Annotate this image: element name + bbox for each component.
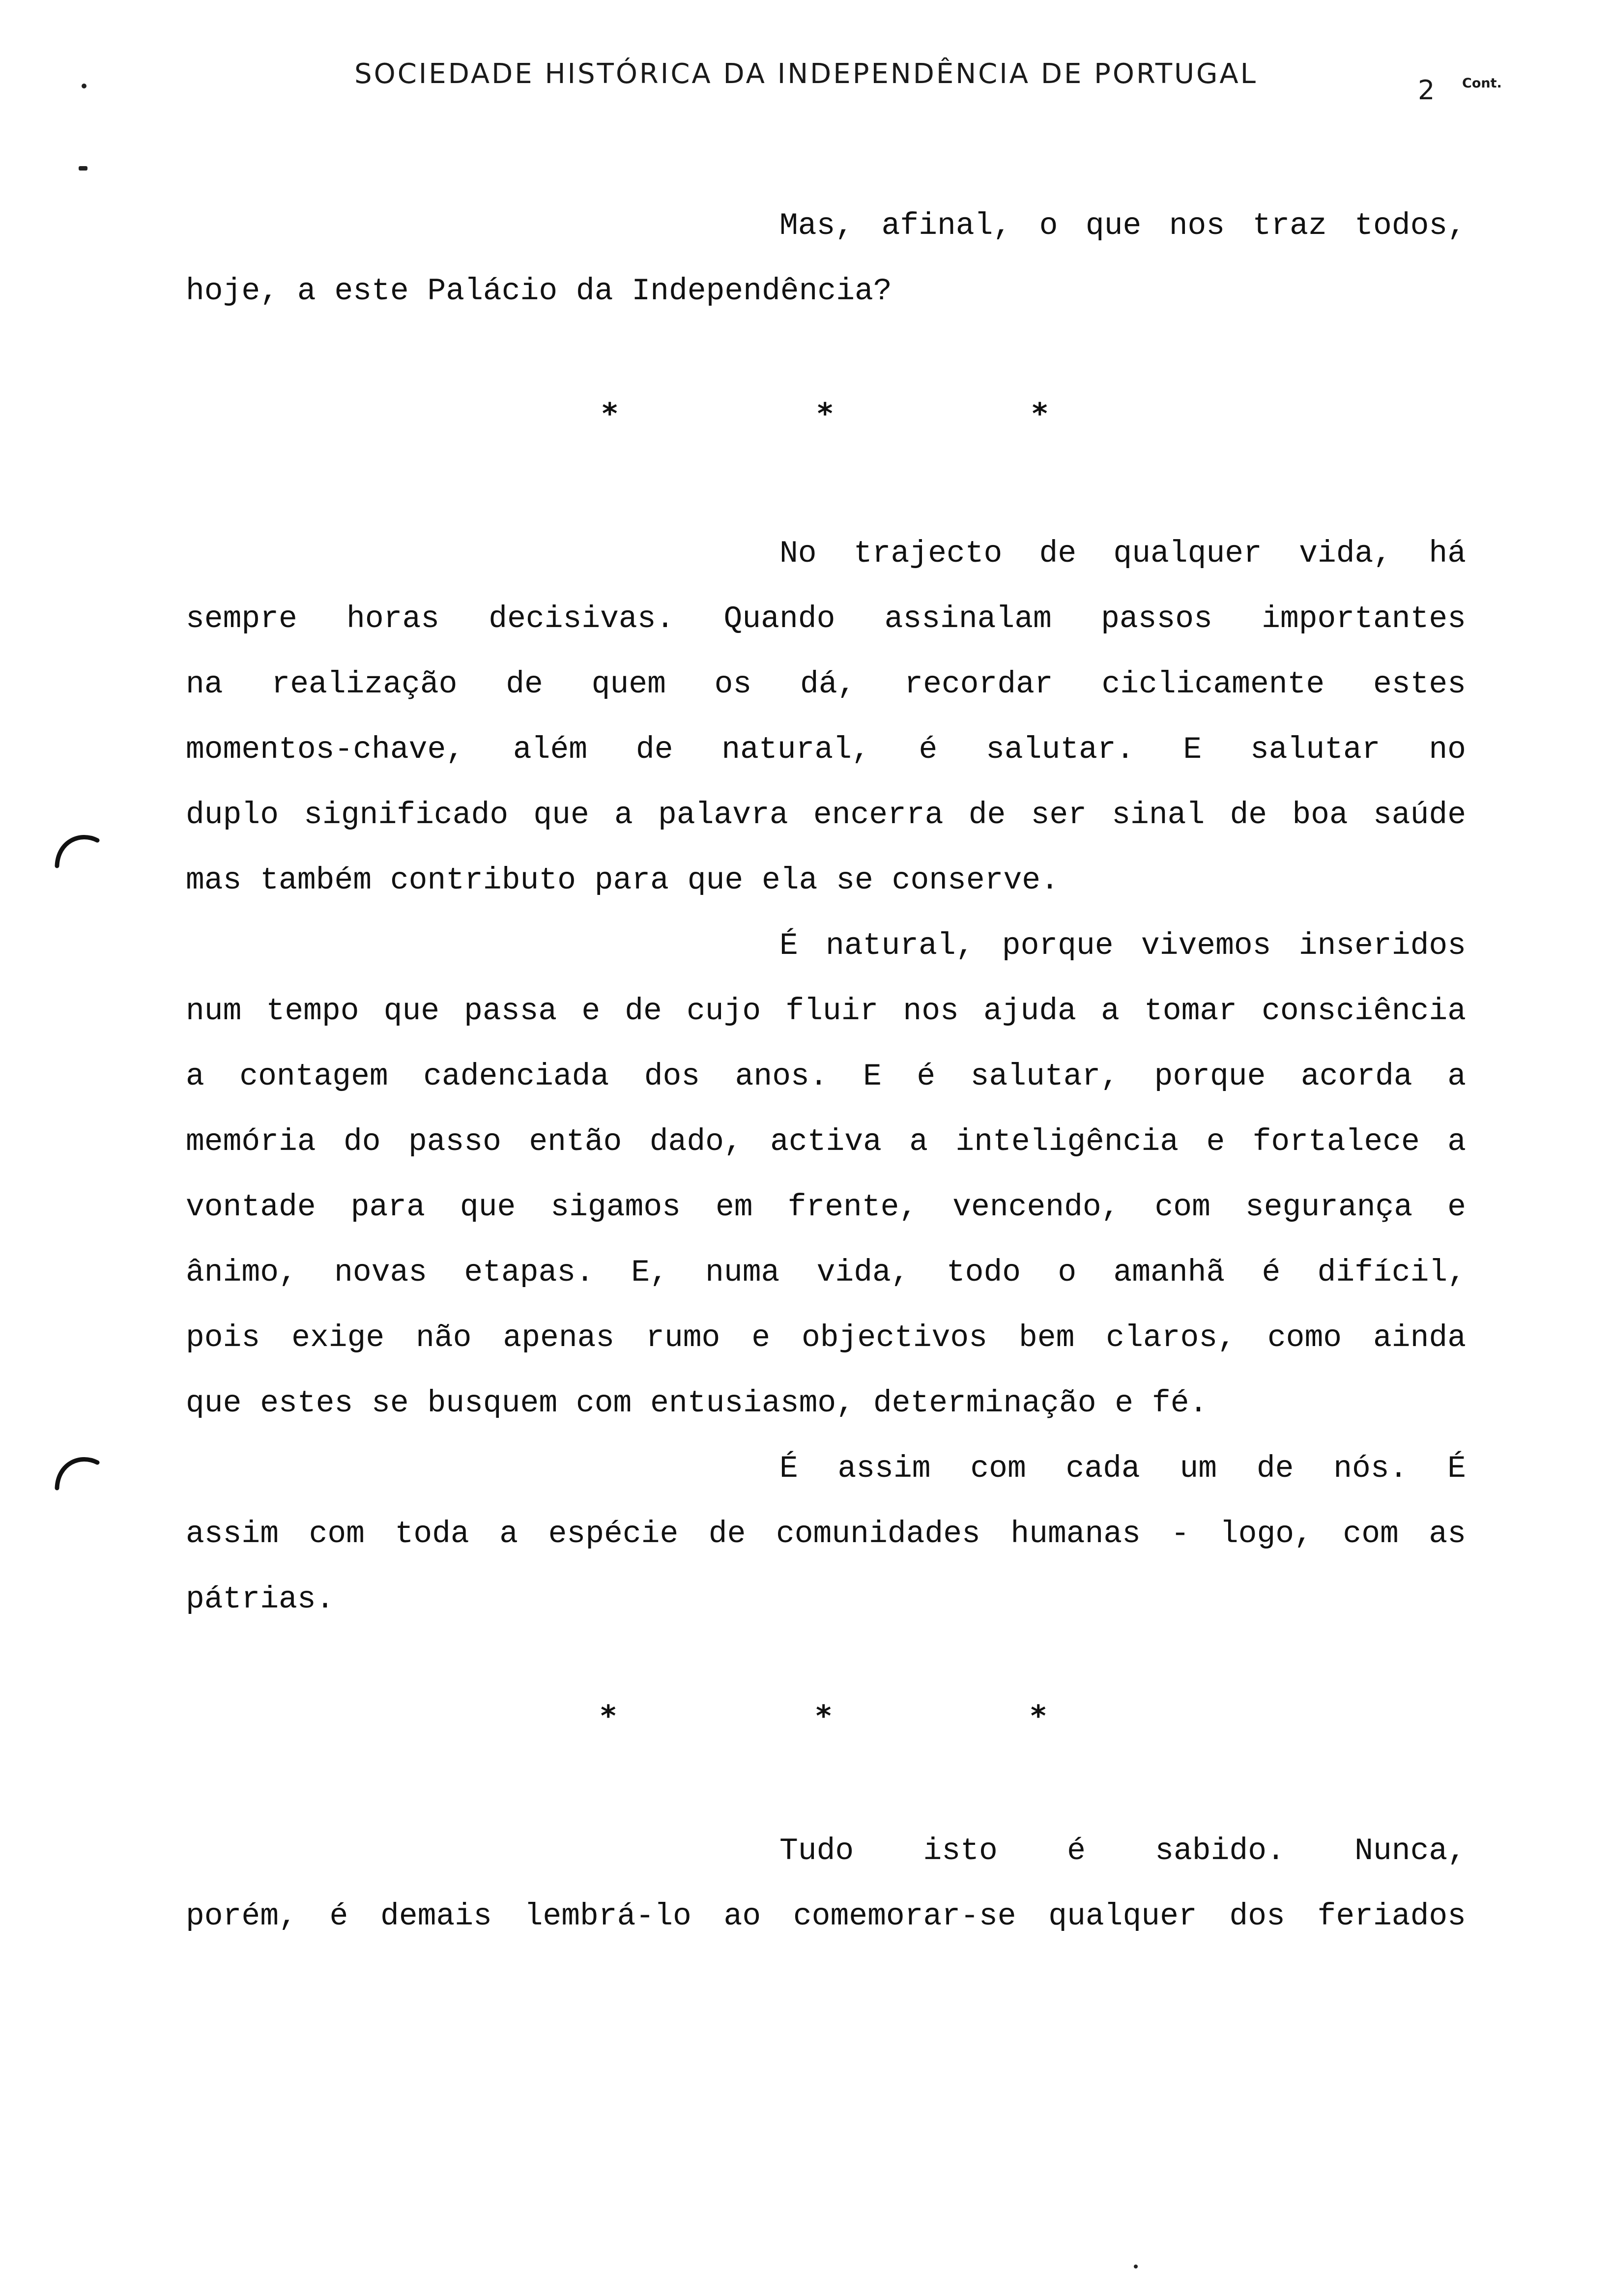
text-line: pois exige não apenas rumo e objectivos bem claros, como ainda [186, 1320, 1466, 1355]
paragraph-1 [186, 193, 1466, 324]
continuation-label: Cont. [1462, 76, 1502, 91]
paragraph-5 [186, 1818, 1466, 1949]
text-line: a contagem cadenciada dos anos. E é salutar, porque acorda a [186, 1059, 1466, 1094]
scan-dash-mark [79, 166, 87, 171]
separator-star: * [601, 1699, 616, 1733]
separator-star: * [602, 397, 618, 431]
paragraph-3 [186, 913, 1466, 1436]
punch-hole-mark-lower [53, 1444, 102, 1493]
text-line: Tudo isto é sabido. Nunca, [779, 1834, 1466, 1868]
text-line: É natural, porque vivemos inseridos [779, 928, 1466, 963]
letterhead-title: SOCIEDADE HISTÓRICA DA INDEPENDÊNCIA DE PORTUGAL [354, 58, 1258, 90]
text-line: memória do passo então dado, activa a inteligência e fortalece a [186, 1124, 1466, 1159]
text-line: num tempo que passa e de cujo fluir nos ajuda a tomar consciência [186, 994, 1466, 1029]
separator-star: * [1031, 1699, 1046, 1733]
punch-hole-mark-upper [53, 822, 102, 871]
text-line: na realização de quem os dá, recordar ciclicamente estes [186, 667, 1466, 702]
text-line: pátrias. [186, 1582, 335, 1617]
separator-star: * [817, 397, 833, 431]
text-line: porém, é demais lembrá-lo ao comemorar-se qualquer dos feriados [186, 1899, 1466, 1934]
section-separator [0, 1701, 1612, 1741]
text-line: ânimo, novas etapas. E, numa vida, todo o amanhã é difícil, [186, 1255, 1466, 1290]
text-line: assim com toda a espécie de comunidades humanas - logo, com as [186, 1517, 1466, 1551]
text-line: É assim com cada um de nós. É [779, 1451, 1466, 1486]
text-line: momentos-chave, além de natural, é salutar. E salutar no [186, 732, 1466, 767]
separator-star: * [816, 1699, 832, 1733]
section-separator [0, 399, 1612, 438]
text-line: Mas, afinal, o que nos traz todos, [779, 208, 1466, 243]
scan-dot-bottom [1134, 2265, 1138, 2268]
page-number: 2 [1418, 75, 1435, 106]
paragraph-2 [186, 521, 1466, 913]
text-line: duplo significado que a palavra encerra de ser sinal de boa saúde [186, 798, 1466, 832]
text-line: vontade para que sigamos em frente, vencendo, com segurança e [186, 1190, 1466, 1225]
text-line: No trajecto de qualquer vida, há [779, 536, 1466, 571]
separator-star: * [1032, 397, 1048, 431]
text-line: sempre horas decisivas. Quando assinalam passos importantes [186, 602, 1466, 636]
text-line: que estes se busquem com entusiasmo, determinação e fé. [186, 1386, 1208, 1421]
text-line: mas também contributo para que ela se conserve. [186, 863, 1059, 898]
paragraph-4 [186, 1436, 1466, 1632]
text-line: hoje, a este Palácio da Independência? [186, 274, 892, 309]
